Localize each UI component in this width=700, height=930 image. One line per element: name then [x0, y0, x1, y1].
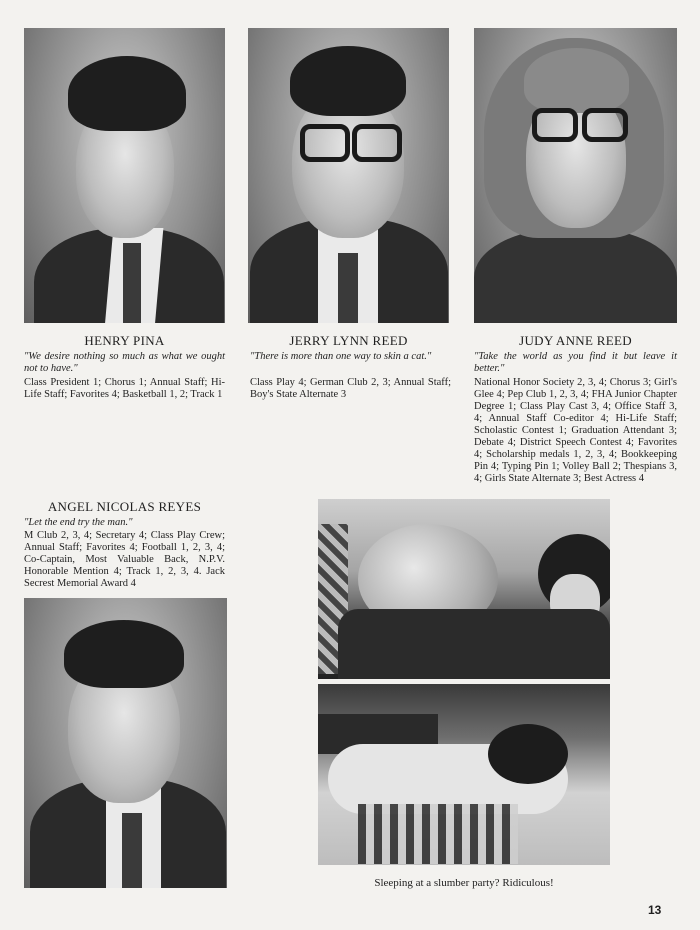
portrait-jerry-lynn-reed	[248, 28, 449, 323]
portrait-henry-pina	[24, 28, 225, 323]
senior-name: JERRY LYNN REED	[289, 333, 408, 348]
senior-quote: "Take the world as you find it but leave it better."	[474, 351, 677, 374]
senior-activities: Class President 1; Chorus 1; Annual Staff; Hi-Life Staff; Favorites 4; Basketball 1, 2; Track 1	[24, 377, 225, 400]
page-number: 13	[648, 903, 662, 917]
senior-quote: "There is more than one way to skin a cat."	[250, 351, 432, 362]
snapshot-photo-bottom	[318, 684, 610, 865]
portrait-angel-nicolas-reyes	[24, 598, 227, 888]
senior-quote: "We desire nothing so much as what we ought not to have."	[24, 351, 225, 374]
senior-name: ANGEL NICOLAS REYES	[47, 499, 202, 514]
senior-quote: "Let the end try the man."	[24, 517, 133, 528]
senior-activities: National Honor Society 2, 3, 4; Chorus 3; Girl's Glee 4; Pep Club 1, 2, 3, 4; FHA Junior Chapter Degree 1; Class Play Cast 3, 4; Office Staff 3, 4; Annual Staff Co-editor 4; Hi-Life Staff; Scholastic Contest 1; Graduation Attendant 3; Debate 4; District Speech Contest 4; Favorites 4; Scholarship medals 1, 2, 3, 4; Bookkeeping Pin 4; Typing Pin 1; Volley Ball 2; Thespians 3, 4; Girls State Alternate 3; Best Actress 4	[474, 377, 677, 484]
senior-name: JUDY ANNE REED	[519, 333, 632, 348]
senior-activities: M Club 2, 3, 4; Secretary 4; Class Play Crew; Annual Staff; Favorites 4; Football 1, 2, 3, 4; Co-Captain, Most Valuable Back, N.P.V. Honorable Mention 4; Track 1, 2, 3, 4. Jack Secrest Memorial Award 4	[24, 530, 225, 589]
snapshot-photo-top	[318, 499, 610, 679]
senior-name: HENRY PINA	[84, 333, 165, 348]
portrait-judy-anne-reed	[474, 28, 677, 323]
snapshot-caption: Sleeping at a slumber party? Ridiculous!	[374, 877, 554, 889]
senior-activities: Class Play 4; German Club 2, 3; Annual Staff; Boy's State Alternate 3	[250, 377, 451, 400]
